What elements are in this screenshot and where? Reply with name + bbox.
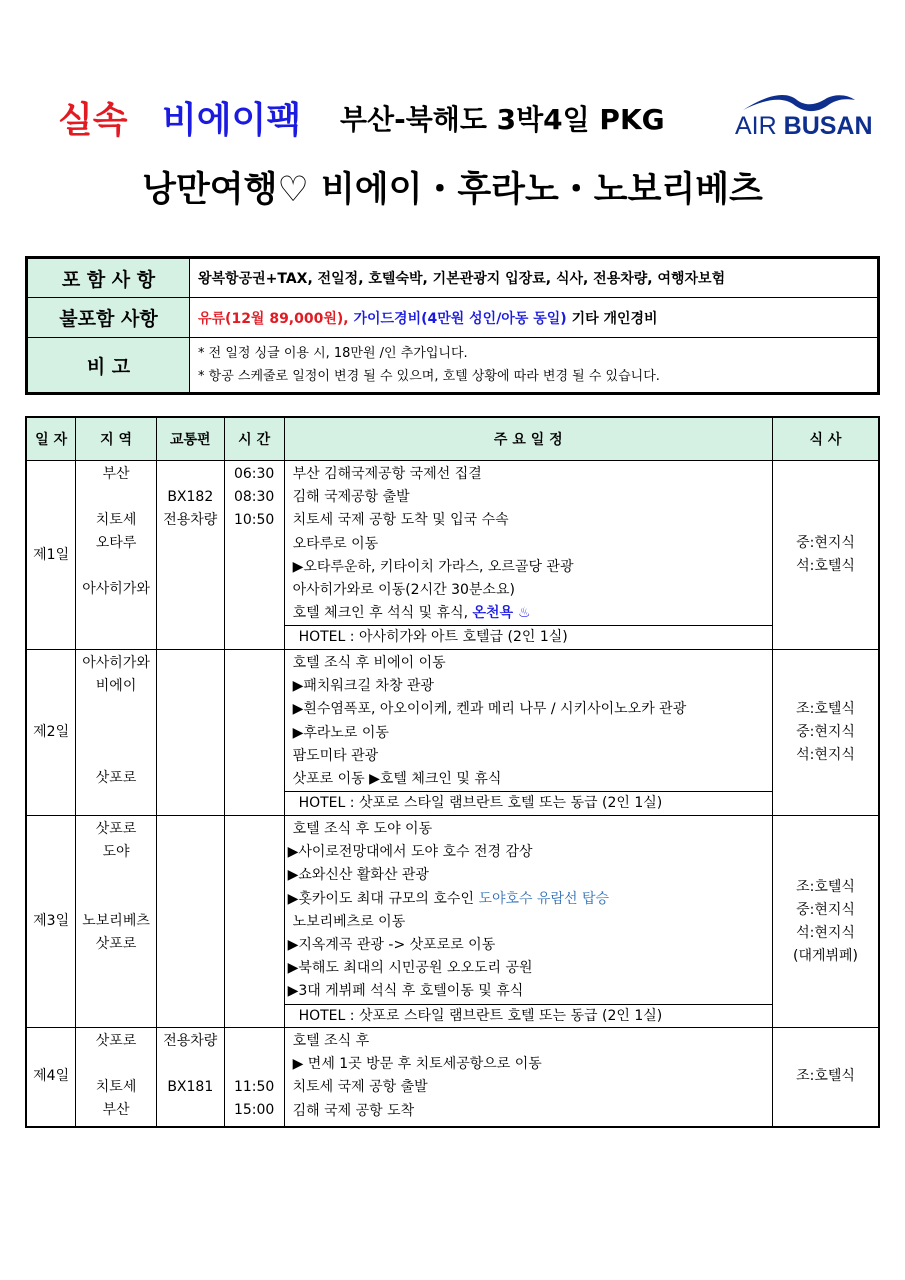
col-header-plan: 주 요 일 정: [284, 417, 772, 461]
time-cell: [224, 816, 284, 1028]
region-name: 삿포로: [95, 770, 137, 786]
lake-cruise-highlight: 도야호수 유람선 탑승: [478, 890, 610, 907]
plan-line: ▶후라노로 이동: [292, 724, 389, 741]
hotel-line: HOTEL : 삿포로 스타일 램브란트 호텔 또는 동급 (2인 1실): [285, 791, 772, 814]
region-name: [77, 1053, 155, 1076]
plan-line: ▶3대 게뷔페 석식 후 호텔이동 및 휴식: [287, 983, 524, 1000]
plan-line: 김해 국제 공항 도착: [292, 1102, 415, 1119]
region-name: [77, 698, 155, 721]
region-cell: [76, 461, 157, 650]
table-row: [26, 650, 879, 816]
col-header-region: 지 역: [76, 417, 157, 461]
air-busan-logo: [735, 92, 873, 140]
day-label: 제1일: [26, 461, 76, 650]
meal-value: 중:현지식: [796, 724, 855, 740]
region-name: 치토세: [95, 1079, 137, 1095]
brand-blue-title: 비에이팩: [162, 100, 302, 141]
plan-line: 노보리베츠로 이동: [292, 913, 406, 930]
schedule-table: [25, 416, 880, 1128]
region-name: 노보리베츠: [82, 913, 150, 929]
plan-line: [285, 888, 772, 911]
route-title: 부산-북해도 3박4일 PKG: [340, 103, 665, 136]
plan-text: ▶홋카이도 최대 규모의 호수인: [287, 890, 474, 907]
note-line: * 항공 스케줄로 일정이 변경 될 수 있으며, 호텔 상황에 따라 변경 될 수 있습니다.: [198, 369, 660, 384]
time-value: 08:30: [233, 489, 275, 505]
plan-line: ▶사이로전망대에서 도야 호수 전경 감상: [287, 844, 533, 861]
fuel-surcharge: 유류(12월 89,000원),: [198, 310, 349, 327]
hotel-line: HOTEL : 아사히가와 아트 호텔급 (2인 1실): [285, 625, 772, 648]
notes-value: [190, 338, 879, 394]
info-table: [25, 256, 880, 395]
meal-value: 조:호텔식: [796, 701, 855, 717]
meal-value: 석:현지식: [796, 924, 855, 941]
logo-text: [735, 112, 873, 141]
meal-value: 석:현지식: [796, 747, 855, 763]
meals-cell: [773, 461, 880, 650]
plan-line: 호텔 조식 후 비에이 이동: [292, 655, 446, 671]
region-name: 오타루: [95, 535, 137, 551]
subtitle: 낭만여행♡ 비에이・후라노・노보리베츠: [142, 170, 763, 210]
region-name: [77, 864, 155, 887]
region-cell: [76, 650, 157, 816]
plan-line: [285, 602, 772, 625]
time-cell: [224, 1028, 284, 1127]
meal-value: 석:호텔식: [796, 558, 855, 574]
region-name: 아사히가와: [82, 581, 150, 597]
plan-line: 호텔 조식 후: [292, 1033, 370, 1049]
time-cell: [224, 461, 284, 650]
other-expenses: 기타 개인경비: [571, 310, 658, 327]
time-value: [226, 1053, 283, 1076]
transport-value: 전용차량: [163, 1033, 218, 1049]
region-name: [77, 744, 155, 767]
time-value: 10:50: [233, 512, 275, 528]
plan-line: ▶지옥계곡 관광 -> 삿포로로 이동: [287, 937, 496, 954]
region-name: 치토세: [95, 512, 137, 528]
transport-value: [158, 463, 223, 486]
meal-value: 중:현지식: [796, 901, 855, 918]
plan-cell: [284, 461, 772, 650]
table-row: [26, 816, 879, 1028]
col-header-time: 시 간: [224, 417, 284, 461]
day-label: 제3일: [26, 816, 76, 1028]
meal-value: 조:호텔식: [796, 1068, 855, 1085]
plan-line: 부산 김해국제공항 국제선 집결: [292, 466, 482, 482]
plan-line: 오타루로 이동: [292, 535, 379, 552]
meals-cell: [773, 1028, 880, 1127]
plan-line: ▶오타루운하, 키타이치 가라스, 오르골당 관광: [292, 558, 574, 575]
plan-line: 김해 국제공항 출발: [292, 489, 410, 506]
plan-line: ▶패치워크길 차창 관광: [292, 678, 434, 695]
region-name: 부산: [102, 1102, 130, 1118]
region-name: 아사히가와: [82, 655, 150, 671]
plan-line: 치토세 국제 공항 도착 및 입국 수속: [292, 512, 509, 529]
brand-red-title: 실속: [58, 100, 128, 141]
plan-line: 치토세 국제 공항 출발: [292, 1079, 428, 1096]
plan-text: 호텔 체크인 후 석식 및 휴식,: [292, 605, 469, 622]
meal-value: (대게뷔페): [792, 947, 859, 964]
day-label: 제4일: [26, 1028, 76, 1127]
hot-spring-highlight: 온천욕 ♨: [472, 605, 531, 622]
region-name: [77, 555, 155, 578]
guide-fee: 가이드경비(4만원 성인/아동 동일): [353, 310, 567, 327]
transport-cell: [156, 816, 224, 1028]
meals-cell: [773, 816, 880, 1028]
time-value: 15:00: [233, 1102, 275, 1118]
meals-cell: [773, 650, 880, 816]
plan-line: ▶흰수염폭포, 아오이이케, 켄과 메리 나무 / 시키사이노오카 관광: [292, 701, 687, 718]
col-header-meals: 식 사: [773, 417, 880, 461]
plan-line: 호텔 조식 후 도야 이동: [292, 821, 433, 837]
plan-cell: [284, 1028, 772, 1127]
region-cell: [76, 816, 157, 1028]
region-name: 부산: [102, 466, 130, 482]
excluded-label: 불포함 사항: [27, 298, 190, 338]
plan-line: ▶ 면세 1곳 방문 후 치토세공항으로 이동: [292, 1056, 542, 1073]
transport-value: BX182: [167, 489, 214, 505]
day-label: 제2일: [26, 650, 76, 816]
region-name: 삿포로: [95, 1033, 137, 1049]
region-cell: [76, 1028, 157, 1127]
region-name: [77, 486, 155, 509]
meal-value: 조:호텔식: [796, 878, 855, 895]
included-label: 포 함 사 항: [27, 258, 190, 298]
col-header-transport: 교통편: [156, 417, 224, 461]
region-name: 삿포로: [95, 821, 137, 837]
note-line: * 전 일정 싱글 이용 시, 18만원 /인 추가입니다.: [198, 346, 468, 361]
region-name: 삿포로: [95, 936, 137, 952]
logo-text-air: AIR: [735, 112, 777, 140]
region-name: [77, 721, 155, 744]
included-value: 왕복항공권+TAX, 전일정, 호텔숙박, 기본관광지 입장료, 식사, 전용차량, 여행자보험: [190, 258, 879, 298]
transport-cell: [156, 650, 224, 816]
transport-value: 전용차량: [163, 512, 218, 528]
bird-logo-icon: [735, 92, 860, 114]
transport-value: [158, 1099, 223, 1122]
region-name: 도야: [102, 844, 130, 860]
region-name: [77, 887, 155, 910]
time-value: 06:30: [233, 466, 275, 482]
table-row: [26, 1028, 879, 1127]
notes-label: 비 고: [27, 338, 190, 394]
meal-value: 중:현지식: [796, 535, 855, 551]
time-value: [226, 1030, 283, 1053]
title-row: [0, 92, 905, 144]
plan-cell: [284, 816, 772, 1028]
region-name: 비에이: [95, 678, 137, 694]
time-cell: [224, 650, 284, 816]
plan-line: ▶쇼와신산 활화산 관광: [287, 867, 429, 884]
hotel-line: HOTEL : 삿포로 스타일 램브란트 호텔 또는 동급 (2인 1실): [285, 1004, 772, 1027]
excluded-value: [190, 298, 879, 338]
transport-value: [158, 1053, 223, 1076]
plan-cell: [284, 650, 772, 816]
logo-text-busan: BUSAN: [783, 112, 873, 140]
plan-line: 팜도미타 관광: [292, 747, 379, 764]
plan-line: ▶북해도 최대의 시민공원 오오도리 공원: [287, 960, 533, 977]
plan-line: 아사히가와로 이동(2시간 30분소요): [292, 582, 515, 599]
transport-cell: [156, 1028, 224, 1127]
time-value: 11:50: [233, 1079, 275, 1095]
transport-cell: [156, 461, 224, 650]
col-header-day: 일 자: [26, 417, 76, 461]
table-row: [26, 461, 879, 650]
plan-line: 삿포로 이동 ▶호텔 체크인 및 휴식: [292, 771, 502, 788]
transport-value: BX181: [167, 1079, 214, 1095]
